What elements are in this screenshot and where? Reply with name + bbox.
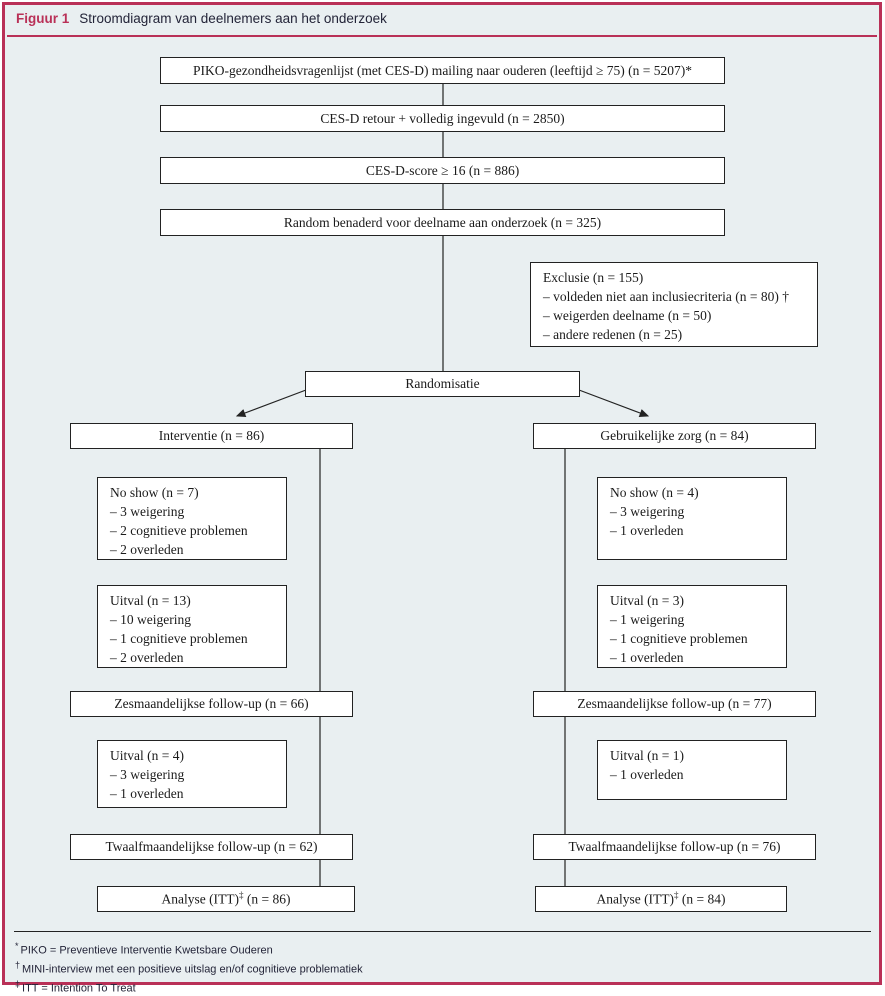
footnotes <box>15 939 363 996</box>
analyse-right-suffix: (n = 84) <box>678 891 726 907</box>
box-twaalf-follow-up-right-text: Twaalfmaandelijkse follow-up (n = 76) <box>568 839 781 854</box>
box-twaalf-follow-up-left-text: Twaalfmaandelijkse follow-up (n = 62) <box>105 839 318 854</box>
noshow-left-line: – 3 weigering <box>110 504 185 519</box>
box-gebruikelijke-zorg-text: Gebruikelijke zorg (n = 84) <box>600 428 749 443</box>
uitval-right-a-line: – 1 cognitieve problemen <box>610 631 748 646</box>
uitval-left-b-line: – 3 weigering <box>110 767 185 782</box>
footnote-marker: ‡ <box>15 979 21 990</box>
box-analyse-right-text <box>596 890 725 908</box>
footnote-mini <box>15 958 363 977</box>
box-uitval-left-a <box>97 585 287 668</box>
box-noshow-left-title: No show (n = 7) <box>110 485 199 500</box>
box-twaalf-follow-up-left <box>70 834 353 860</box>
uitval-left-a-line: – 1 cognitieve problemen <box>110 631 248 646</box>
box-zes-follow-up-left-text: Zesmaandelijkse follow-up (n = 66) <box>114 696 309 711</box>
uitval-left-b-line: – 1 overleden <box>110 786 184 801</box>
footnote-text: PIKO = Preventieve Interventie Kwetsbare Ouderen <box>20 944 273 957</box>
figure-label: Figuur 1 <box>16 11 70 26</box>
box-uitval-left-b-title: Uitval (n = 4) <box>110 748 184 763</box>
uitval-left-a-line: – 2 overleden <box>110 650 184 665</box>
box-piko-mailing-text: PIKO-gezondheidsvragenlijst (met CES-D) mailing naar ouderen (leeftijd ≥ 75) (n = 5207)* <box>192 62 693 78</box>
footnote-marker: † <box>15 960 21 971</box>
footnote-separator <box>14 931 871 932</box>
noshow-right-line: – 1 overleden <box>610 523 684 538</box>
noshow-left-line: – 2 cognitieve problemen <box>110 523 248 538</box>
uitval-right-a-line: – 1 weigering <box>610 612 685 627</box>
box-uitval-right-a <box>597 585 787 668</box>
box-cesd-retour-text: CES-D retour + volledig ingevuld (n = 2850) <box>320 110 565 126</box>
box-uitval-right-b-title: Uitval (n = 1) <box>610 748 684 763</box>
box-piko-mailing <box>160 57 725 84</box>
exclusie-line: – andere redenen (n = 25) <box>543 327 683 342</box>
box-cesd-score-text: CES-D-score ≥ 16 (n = 886) <box>365 162 520 178</box>
box-analyse-right <box>535 886 787 912</box>
exclusie-line: – weigerden deelname (n = 50) <box>543 308 712 323</box>
box-randomisatie <box>305 371 580 397</box>
exclusie-line: – voldeden niet aan inclusiecriteria (n = 80) † <box>543 289 790 304</box>
footnote-text: ITT = Intention To Treat <box>22 982 136 995</box>
box-zes-follow-up-right-text: Zesmaandelijkse follow-up (n = 77) <box>577 696 772 711</box>
box-noshow-right-title: No show (n = 4) <box>610 485 699 500</box>
analyse-right-sup: ‡ <box>674 890 679 901</box>
box-uitval-left-b <box>97 740 287 808</box>
box-exclusie <box>530 262 818 347</box>
uitval-left-a-line: – 10 weigering <box>110 612 191 627</box>
box-analyse-left-text <box>161 890 290 908</box>
box-random-benaderd <box>160 209 725 236</box>
box-twaalf-follow-up-right <box>533 834 816 860</box>
box-uitval-right-a-title: Uitval (n = 3) <box>610 593 684 608</box>
box-noshow-left <box>97 477 287 560</box>
figure-title: Stroomdiagram van deelnemers aan het onderzoek <box>79 11 387 26</box>
box-uitval-right-b <box>597 740 787 800</box>
box-random-benaderd-text: Random benaderd voor deelname aan onderzoek (n = 325) <box>283 214 602 230</box>
uitval-right-b-line: – 1 overleden <box>610 767 684 782</box>
box-zes-follow-up-left <box>70 691 353 717</box>
box-randomisatie-text: Randomisatie <box>405 376 480 391</box>
noshow-left-line: – 2 overleden <box>110 542 184 557</box>
footnote-piko <box>15 939 363 958</box>
box-interventie <box>70 423 353 449</box>
analyse-left-sup: ‡ <box>239 890 244 901</box>
analyse-left-prefix: Analyse (ITT) <box>161 891 240 907</box>
box-zes-follow-up-right <box>533 691 816 717</box>
footnote-text: MINI-interview met een positieve uitslag en/of cognitieve problematiek <box>22 963 363 976</box>
box-cesd-retour <box>160 105 725 132</box>
box-exclusie-title: Exclusie (n = 155) <box>543 270 644 285</box>
box-uitval-left-a-title: Uitval (n = 13) <box>110 593 191 608</box>
box-analyse-left <box>97 886 355 912</box>
box-cesd-score <box>160 157 725 184</box>
title-underline <box>7 35 877 37</box>
box-noshow-right <box>597 477 787 560</box>
uitval-right-a-line: – 1 overleden <box>610 650 684 665</box>
box-gebruikelijke-zorg <box>533 423 816 449</box>
box-interventie-text: Interventie (n = 86) <box>158 428 265 443</box>
noshow-right-line: – 3 weigering <box>610 504 685 519</box>
analyse-right-prefix: Analyse (ITT) <box>596 891 675 907</box>
figure-title-bar <box>16 11 869 26</box>
footnote-itt <box>15 977 363 996</box>
analyse-left-suffix: (n = 86) <box>243 891 291 907</box>
footnote-marker: * <box>15 941 19 951</box>
